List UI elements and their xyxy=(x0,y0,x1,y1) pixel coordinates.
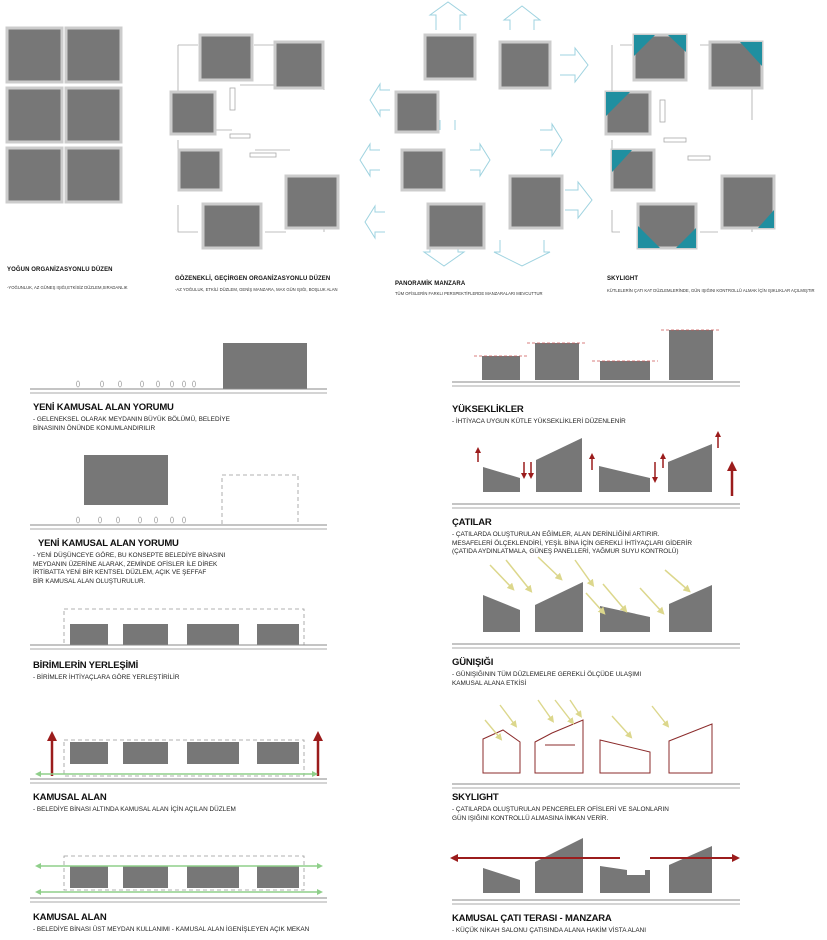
top-title-4: SKYLIGHT xyxy=(607,276,639,282)
left-desc-5: - BELEDİYE BİNASI ÜST MEYDAN KULLANIMI - KAMUSAL ALAN İGENİŞLEYEN AÇIK MEKAN xyxy=(33,926,310,933)
top-desc-1: -YOĞUNLUK, AZ GÜNEŞ IŞIĞI,ETKİSİZ DÜZLEM,SIRADANLIK xyxy=(7,285,128,290)
right-desc-5: - KÜÇÜK NİKAH SALONU ÇATISINDA ALANA HAKİM VİSTA ALANI xyxy=(452,927,647,934)
top-title-1: YOĞUN ORGANİZASYONLU DÜZEN xyxy=(7,267,113,273)
top-title-3: PANORAMİK MANZARA xyxy=(395,281,466,287)
left-desc-4: - BELEDİYE BİNASI ALTINDA KAMUSAL ALAN İÇİN AÇILAN DÜZLEM xyxy=(33,806,236,813)
left-desc-2: - YENİ DÜŞÜNCEYE GÖRE, BU KONSEPTE BELEDİYE BİNASINI MEYDANIN ÜZERİNE ALARAK, ZEMİNDE OFİSLER İLE DİREK İRTİBATTA YENİ BİR KENTSEL DÜZLEM, AÇIK VE ŞEFFAF BİR KAMUSAL ALAN OLUŞTURULUR. xyxy=(33,552,226,585)
right-desc-2: - ÇATILARDA OLUŞTURULAN EĞİMLER, ALAN DERİNLİĞİNİ ARTIRIR. MESAFELERİ ÖLÇEKLENDİRİ, YEŞİL BİNA İÇİN GEREKLİ İHTİYAÇLARI GİDERİR (ÇATIDA AYDINLATMALA, GÜNEŞ PANELLERİ, YAĞMUR SUYU KONTROLÜ) xyxy=(452,531,692,556)
section-roofs xyxy=(452,434,740,508)
left-title-1: YENİ KAMUSAL ALAN YORUMU xyxy=(33,402,174,413)
section-roof-terrace xyxy=(452,838,740,904)
right-title-2: ÇATILAR xyxy=(452,517,492,528)
right-title-5: KAMUSAL ÇATI TERASI - MANZARA xyxy=(452,913,612,924)
section-upper-square xyxy=(30,856,327,902)
section-daylight xyxy=(452,557,740,648)
top-desc-4: KÜTLELERİN ÇATI KAT DÜZLEMLERİNDE, GÜN IŞIĞINI KONTROLLÜ ALMAK İÇİN IŞIKLIKLAR AÇILMIŞTIR xyxy=(607,288,815,293)
right-title-1: YÜKSEKLİKLER xyxy=(452,404,524,415)
right-desc-4: - ÇATILARDA OLUŞTURULAN PENCERELER OFİSLERİ VE SALONLARIN GÜN IŞIĞINI KONTROLLÜ ALMASINA İMKAN VERİR. xyxy=(452,806,669,822)
left-title-4: KAMUSAL ALAN xyxy=(33,792,107,803)
dense-grid-plan xyxy=(7,28,121,202)
section-public-space-under xyxy=(30,736,327,783)
top-desc-3: TÜM OFİSLERİN FARKLI PERSPEKTİFLERDE MANZARALARI MEVCUTTUR xyxy=(395,291,543,296)
section-existing-square xyxy=(30,343,327,393)
section-unit-placement xyxy=(30,609,327,649)
skylight-ground xyxy=(452,784,740,788)
right-title-4: SKYLIGHT xyxy=(452,792,499,803)
skylight-plan xyxy=(606,35,774,248)
right-title-3: GÜNIŞIĞI xyxy=(452,657,494,668)
right-desc-1: - İHTİYACA UYGUN KÜTLE YÜKSEKLİKLERİ DÜZENLENİR xyxy=(452,418,626,425)
top-desc-2: -AZ YOĞULUK, ETKİLİ DÜZLEM, GENİŞ MANZARA, MAX GÜN IŞIĞI, BOŞLUK ALAN xyxy=(175,287,338,292)
left-desc-3: - BİRİMLER İHTİYAÇLARA GÖRE YERLEŞTİRİLİR xyxy=(33,674,180,681)
left-title-3: BİRİMLERİN YERLEŞİMİ xyxy=(33,660,139,671)
section-heights xyxy=(452,330,740,386)
porous-plan xyxy=(171,35,338,248)
panoramic-masses xyxy=(396,35,562,248)
right-desc-3: - GÜNIŞIĞININ TÜM DÜZLEMELRE GEREKLİ ÖLÇÜDE ULAŞIMI KAMUSAL ALANA ETKİSİ xyxy=(452,671,642,687)
section-raised-city-hall xyxy=(30,455,327,529)
top-title-2: GÖZENEKLİ, GEÇİRGEN ORGANİZASYONLU DÜZEN xyxy=(175,276,331,282)
skylight-sun-rays xyxy=(485,700,667,738)
section-skylight xyxy=(483,720,712,773)
left-title-2: YENİ KAMUSAL ALAN YORUMU xyxy=(38,538,179,549)
left-title-5: KAMUSAL ALAN xyxy=(33,912,107,923)
left-desc-1: - GELENEKSEL OLARAK MEYDANIN BÜYÜK BÖLÜMÜ, BELEDİYE BİNASININ ÖNÜNDE KONUMLANDIRILIR xyxy=(33,416,230,432)
